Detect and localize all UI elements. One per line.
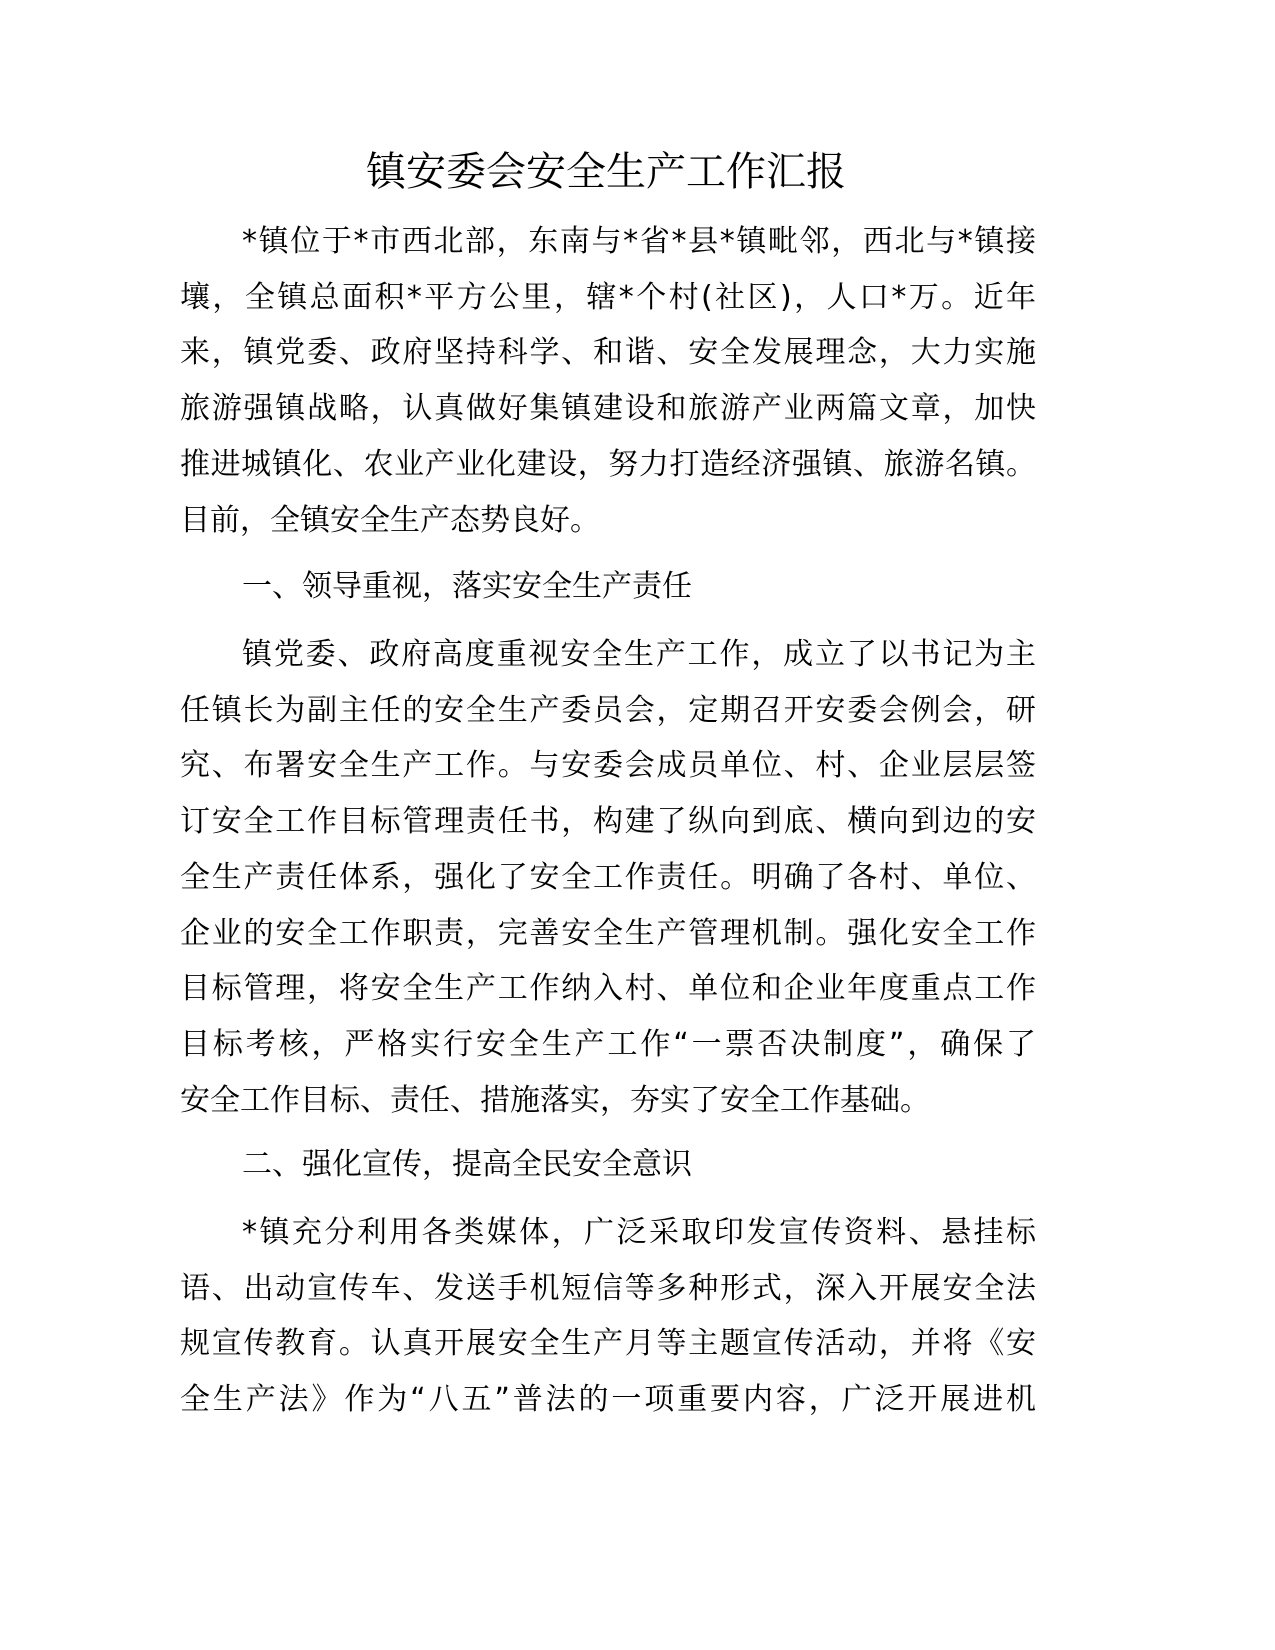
paragraph-line: 目标考核，严格实行安全生产工作“一票否决制度”，确保了 xyxy=(180,1026,1036,1062)
paragraph-line: *镇充分利用各类媒体，广泛采取印发宣传资料、悬挂标 xyxy=(242,1215,1036,1250)
document-title: 镇安委会安全生产工作汇报 xyxy=(366,149,846,195)
paragraph-line: 目前，全镇安全生产态势良好。 xyxy=(180,502,600,538)
paragraph-line: 究、布署安全生产工作。与安委会成员单位、村、企业层层签 xyxy=(180,748,1036,784)
paragraph-line: 壤，全镇总面积*平方公里，辖*个村(社区)，人口*万。近年 xyxy=(180,279,1036,315)
paragraph-line: 安全工作目标、责任、措施落实，夯实了安全工作基础。 xyxy=(180,1082,930,1118)
paragraph-line: 镇党委、政府高度重视安全生产工作，成立了以书记为主 xyxy=(242,637,1036,672)
paragraph-line: 推进城镇化、农业产业化建设，努力打造经济强镇、旅游名镇。 xyxy=(180,446,1036,482)
paragraph-line: 语、出动宣传车、发送手机短信等多种形式，深入开展安全法 xyxy=(180,1270,1036,1306)
paragraph-line: 规宣传教育。认真开展安全生产月等主题宣传活动，并将《安 xyxy=(180,1326,1036,1362)
paragraph-line: 来，镇党委、政府坚持科学、和谐、安全发展理念，大力实施 xyxy=(180,335,1036,371)
section-heading: 一、领导重视，落实安全生产责任 xyxy=(242,569,692,604)
paragraph-line: 全生产责任体系，强化了安全工作责任。明确了各村、单位、 xyxy=(180,859,1036,895)
paragraph-line: 目标管理，将安全生产工作纳入村、单位和企业年度重点工作 xyxy=(180,971,1036,1007)
paragraph-line: 任镇长为副主任的安全生产委员会，定期召开安委会例会，研 xyxy=(180,692,1036,728)
paragraph-line: 全生产法》作为“八五”普法的一项重要内容，广泛开展进机 xyxy=(180,1382,1036,1418)
section-heading: 二、强化宣传，提高全民安全意识 xyxy=(242,1147,692,1182)
paragraph-line: 旅游强镇战略，认真做好集镇建设和旅游产业两篇文章，加快 xyxy=(180,391,1036,427)
paragraph-line: 企业的安全工作职责，完善安全生产管理机制。强化安全工作 xyxy=(180,915,1036,951)
paragraph-line: *镇位于*市西北部，东南与*省*县*镇毗邻，西北与*镇接 xyxy=(242,224,1036,259)
paragraph-line: 订安全工作目标管理责任书，构建了纵向到底、横向到边的安 xyxy=(180,804,1036,840)
